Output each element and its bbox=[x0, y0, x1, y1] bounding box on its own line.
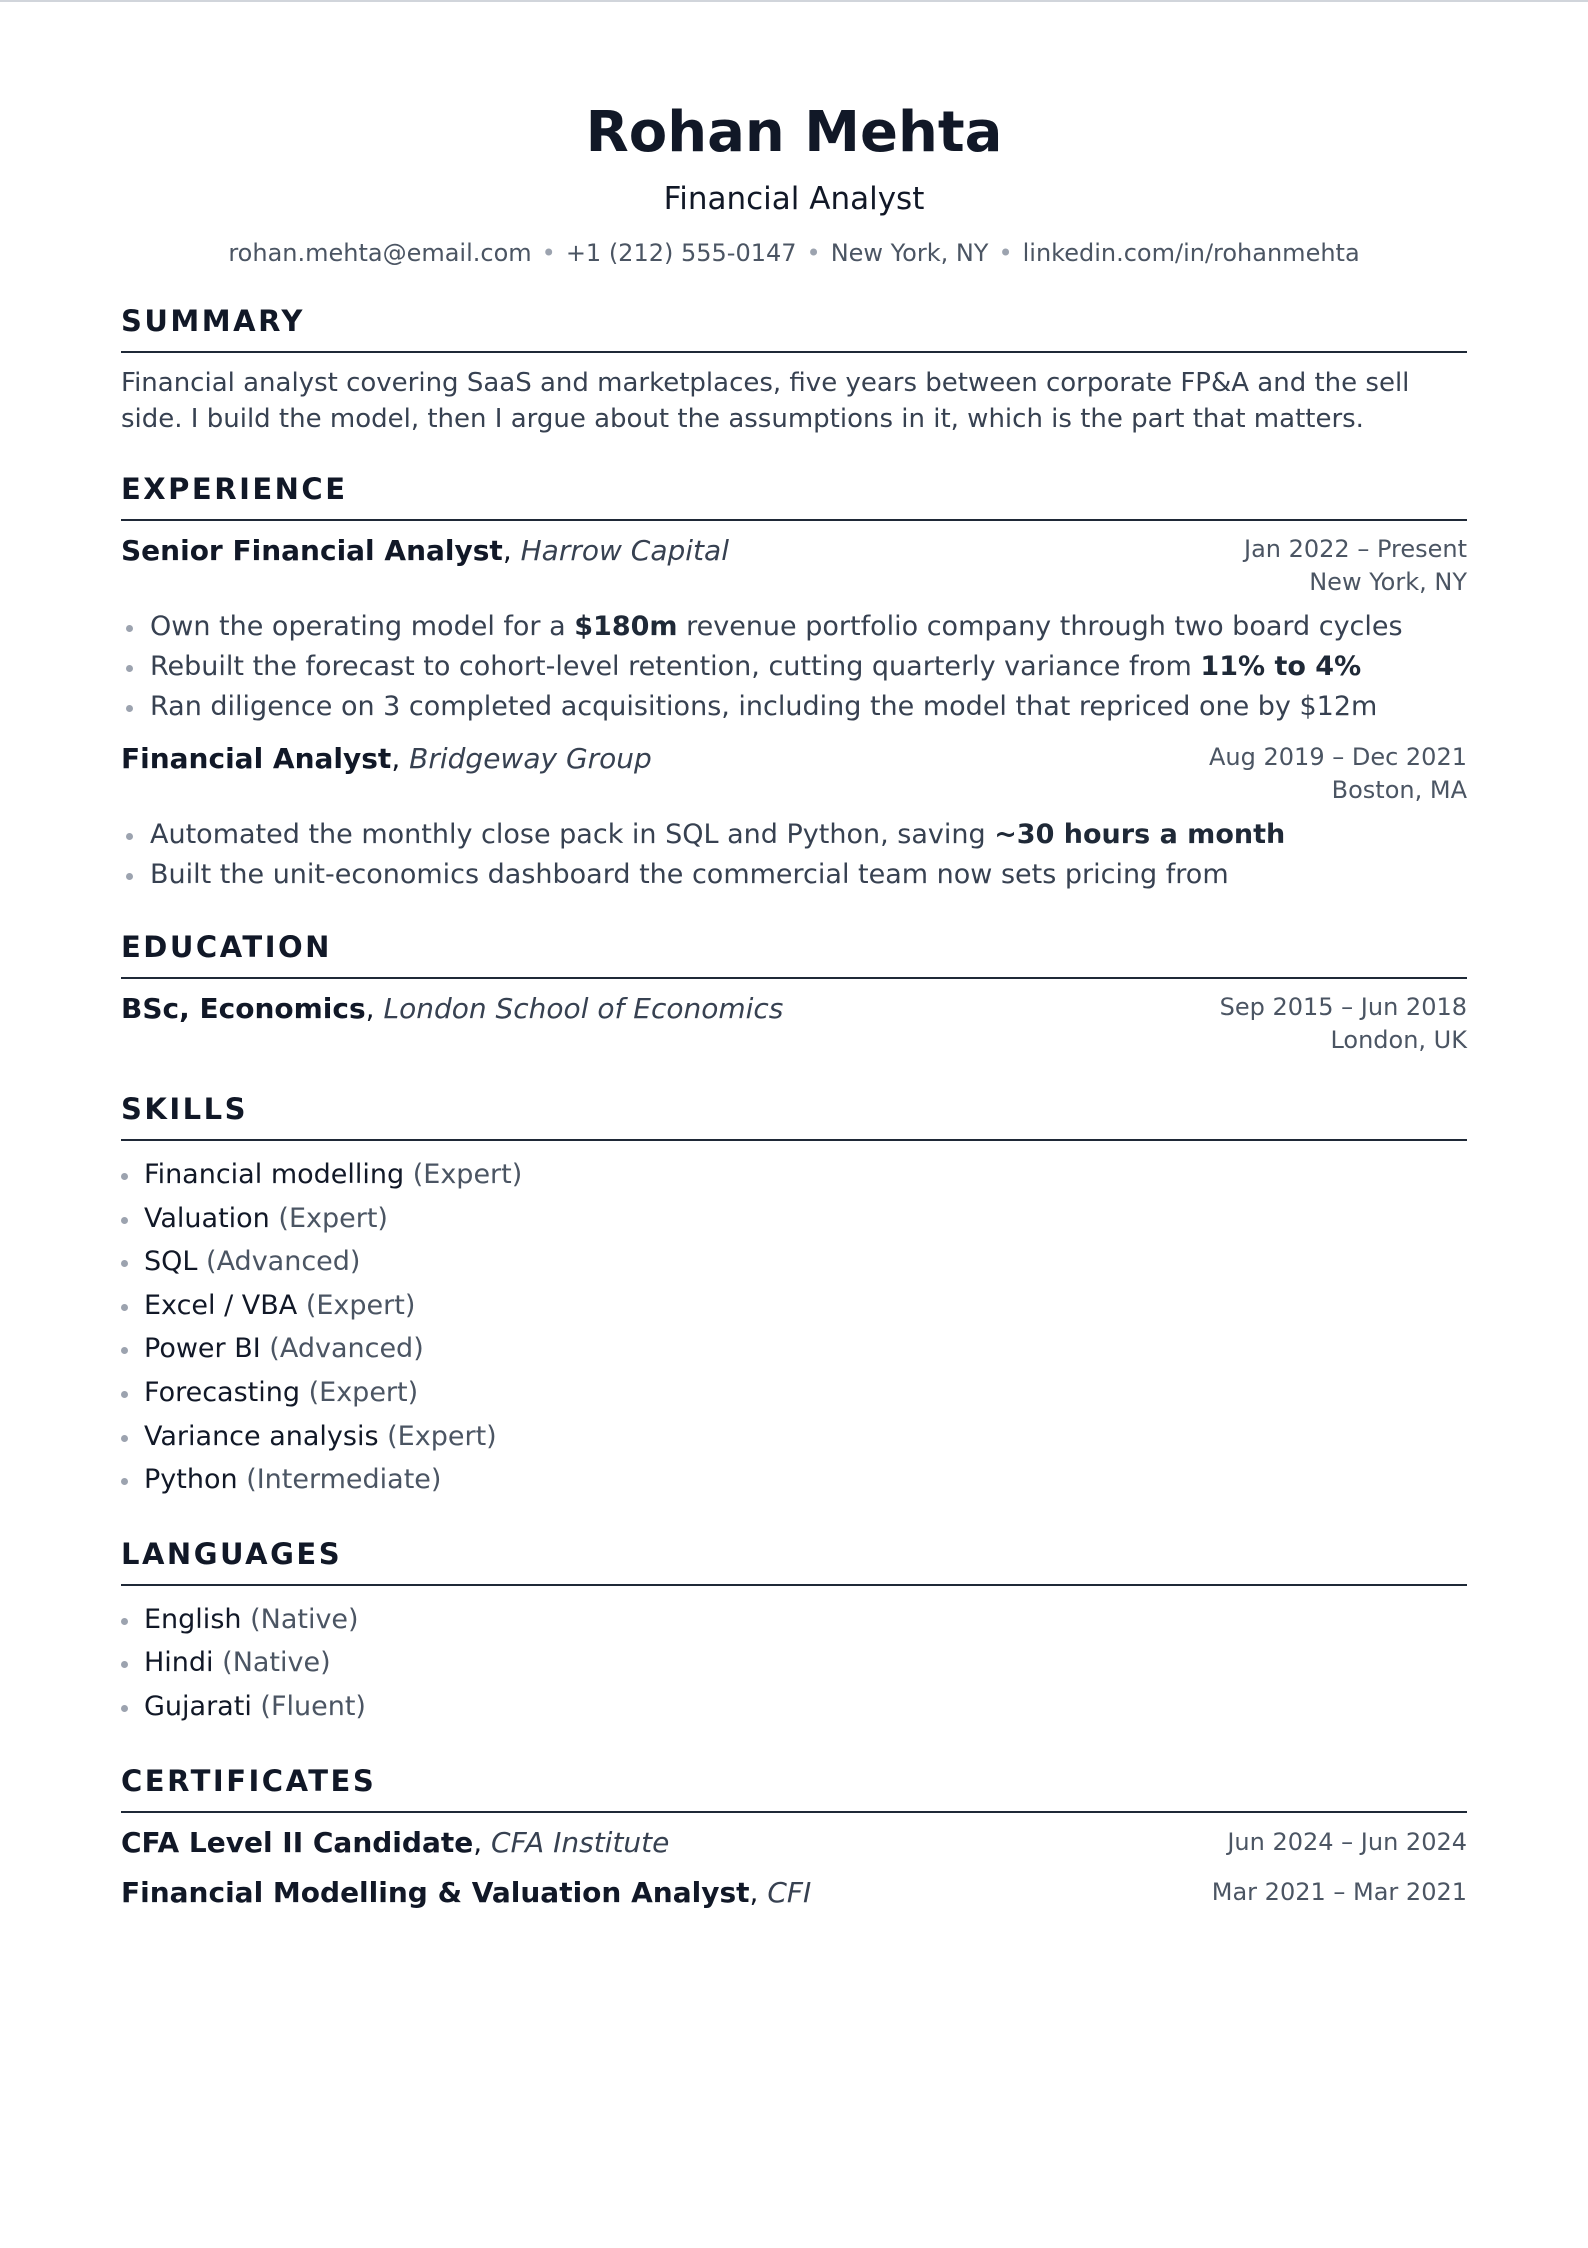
list-item: Own the operating model for a $180m revenue portfolio company through two board cycles bbox=[121, 607, 1467, 647]
languages-list bbox=[121, 1598, 1467, 1729]
list-item: Built the unit-economics dashboard the commercial team now sets pricing from bbox=[121, 855, 1467, 895]
certificate-dates: Jun 2024 – Jun 2024 bbox=[1227, 1828, 1467, 1857]
job-meta bbox=[1209, 741, 1467, 807]
job-dates: Jan 2022 – Present bbox=[1243, 535, 1467, 563]
company-name: Harrow Capital bbox=[520, 534, 729, 567]
separator-dot: • bbox=[541, 239, 556, 267]
contact-phone[interactable]: +1 (212) 555-0147 bbox=[565, 239, 797, 267]
list-item: Automated the monthly close pack in SQL and Python, saving ~30 hours a month bbox=[121, 815, 1467, 855]
list-item: Rebuilt the forecast to cohort-level retention, cutting quarterly variance from 11% to 4% bbox=[121, 647, 1467, 687]
education-section bbox=[121, 927, 1467, 1057]
job-location: Boston, MA bbox=[1331, 776, 1467, 804]
job-heading: Senior Financial Analyst, Harrow Capital bbox=[121, 534, 729, 567]
skills-section bbox=[121, 1089, 1467, 1502]
school-name: London School of Economics bbox=[383, 992, 784, 1025]
job-title: Financial Analyst bbox=[121, 742, 392, 775]
certificate-issuer: CFI bbox=[767, 1875, 812, 1909]
degree-heading: BSc, Economics, London School of Economics bbox=[121, 992, 784, 1025]
section-title: SUMMARY bbox=[121, 301, 1467, 353]
education-dates: Sep 2015 – Jun 2018 bbox=[1219, 993, 1467, 1021]
education-meta bbox=[1220, 991, 1467, 1057]
job-bullets bbox=[121, 607, 1467, 727]
education-entry bbox=[121, 991, 1467, 1057]
candidate-role: Financial Analyst bbox=[663, 181, 925, 217]
certificate-entry bbox=[121, 1825, 1467, 1861]
job-title: Senior Financial Analyst bbox=[121, 534, 503, 567]
job-bullets bbox=[121, 815, 1467, 895]
list-item: Financial modelling (Expert) bbox=[121, 1153, 1467, 1197]
experience-entry bbox=[121, 533, 1467, 727]
job-heading: Financial Analyst, Bridgeway Group bbox=[121, 742, 652, 775]
certificate-name: CFA Level II Candidate bbox=[121, 1825, 474, 1859]
resume-page bbox=[121, 90, 1467, 1911]
certificates-section bbox=[121, 1761, 1467, 1911]
list-item: Gujarati (Fluent) bbox=[121, 1685, 1467, 1729]
section-title: EDUCATION bbox=[121, 927, 1467, 979]
contact-line bbox=[121, 237, 1467, 269]
separator-dot: • bbox=[806, 239, 821, 267]
experience-section bbox=[121, 469, 1467, 895]
languages-section bbox=[121, 1534, 1467, 1729]
certificate-heading: CFA Level II Candidate, CFA Institute bbox=[121, 1825, 670, 1859]
list-item: Ran diligence on 3 completed acquisitions, including the model that repriced one by $12m bbox=[121, 687, 1467, 727]
section-title: EXPERIENCE bbox=[121, 469, 1467, 521]
summary-section bbox=[121, 301, 1467, 437]
degree: BSc, Economics bbox=[121, 992, 366, 1025]
separator-dot: • bbox=[998, 239, 1013, 267]
certificate-name: Financial Modelling & Valuation Analyst bbox=[121, 1875, 750, 1909]
summary-text: Financial analyst covering SaaS and marketplaces, five years between corporate FP&A and the sell side. I build the model, then I argue about the assumptions in it, which is the part that matters. bbox=[121, 368, 1410, 434]
experience-entry bbox=[121, 741, 1467, 895]
list-item: Power BI (Advanced) bbox=[121, 1327, 1467, 1371]
certificate-entry bbox=[121, 1875, 1467, 1911]
list-item: Python (Intermediate) bbox=[121, 1458, 1467, 1502]
certificate-dates: Mar 2021 – Mar 2021 bbox=[1211, 1878, 1467, 1907]
job-dates: Aug 2019 – Dec 2021 bbox=[1209, 743, 1467, 771]
contact-linkedin[interactable]: linkedin.com/in/rohanmehta bbox=[1022, 239, 1360, 267]
list-item: Excel / VBA (Expert) bbox=[121, 1284, 1467, 1328]
job-meta bbox=[1244, 533, 1467, 599]
company-name: Bridgeway Group bbox=[409, 742, 652, 775]
list-item: SQL (Advanced) bbox=[121, 1240, 1467, 1284]
candidate-name: Rohan Mehta bbox=[585, 100, 1003, 165]
list-item: Valuation (Expert) bbox=[121, 1197, 1467, 1241]
certificate-heading: Financial Modelling & Valuation Analyst, CFI bbox=[121, 1875, 812, 1909]
certificate-issuer: CFA Institute bbox=[491, 1825, 670, 1859]
section-title: LANGUAGES bbox=[121, 1534, 1467, 1586]
education-location: London, UK bbox=[1330, 1026, 1467, 1054]
list-item: Forecasting (Expert) bbox=[121, 1371, 1467, 1415]
skills-list bbox=[121, 1153, 1467, 1502]
list-item: Variance analysis (Expert) bbox=[121, 1415, 1467, 1459]
contact-email[interactable]: rohan.mehta@email.com bbox=[228, 239, 532, 267]
section-title: SKILLS bbox=[121, 1089, 1467, 1141]
list-item: English (Native) bbox=[121, 1598, 1467, 1642]
list-item: Hindi (Native) bbox=[121, 1641, 1467, 1685]
section-title: CERTIFICATES bbox=[121, 1761, 1467, 1813]
resume-header bbox=[121, 90, 1467, 269]
contact-location: New York, NY bbox=[830, 239, 989, 267]
page-top-border bbox=[0, 0, 1588, 2]
job-location: New York, NY bbox=[1309, 568, 1467, 596]
